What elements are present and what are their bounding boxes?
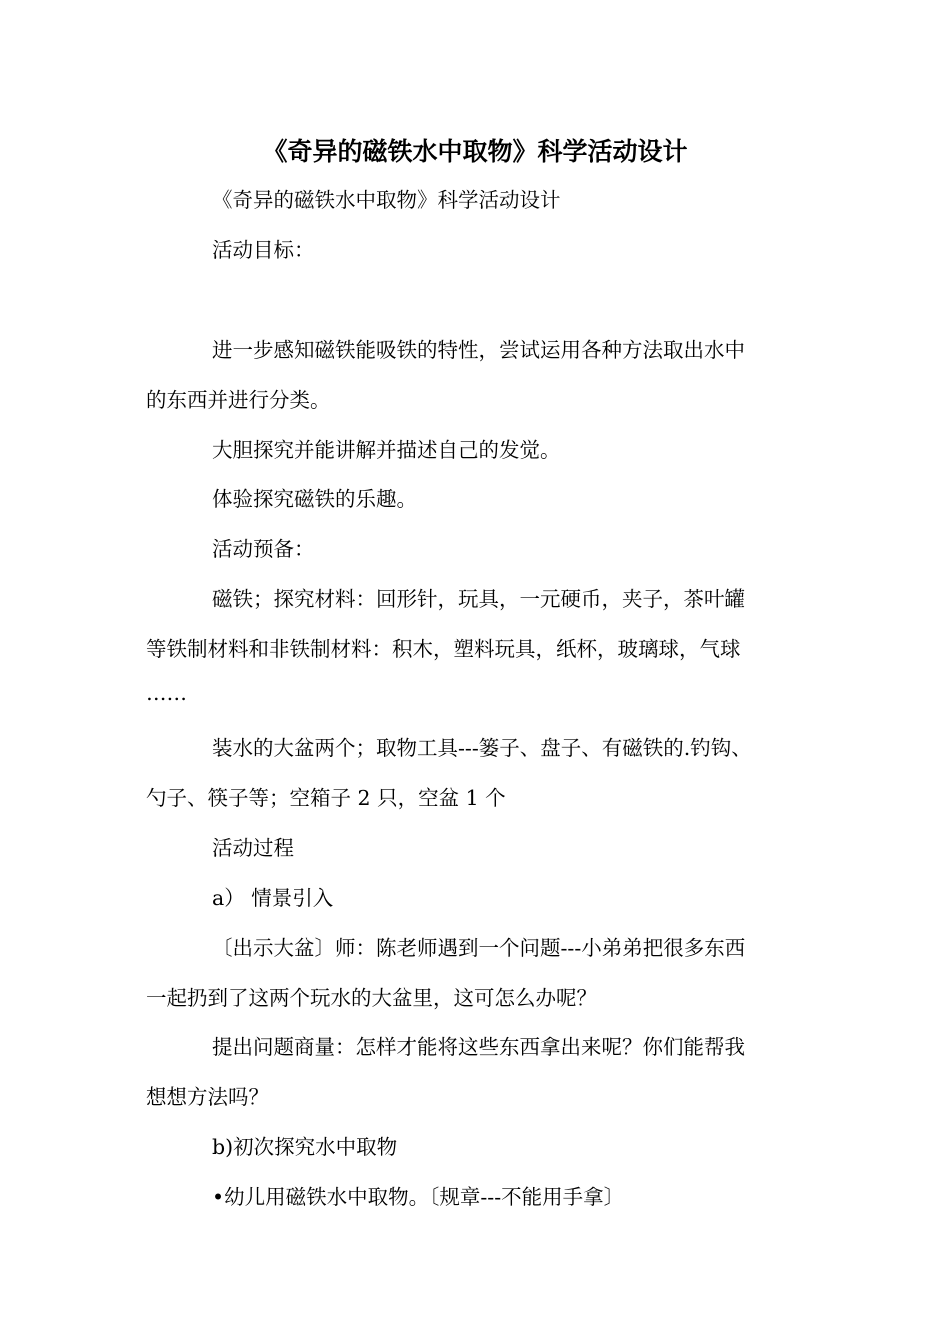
paragraph-line: 勺子、筷子等；空箱子 2 只，空盆 1 个 [146,786,506,810]
paragraph-line: 的东西并进行分类。 [146,388,331,412]
document-title: 《奇异的磁铁水中取物》科学活动设计 [262,137,688,166]
paragraph-line: 大胆探究并能讲解并描述自己的发觉。 [212,438,561,462]
paragraph-line: 提出问题商量：怎样才能将这些东西拿出来呢？你们能帮我 [212,1035,745,1059]
paragraph-line: 装水的大盆两个；取物工具---篓子、盘子、有磁铁的.钓钩、 [212,736,752,760]
paragraph-line: 体验探究磁铁的乐趣。 [212,487,417,511]
paragraph-line: 进一步感知磁铁能吸铁的特性，尝试运用各种方法取出水中 [212,338,745,362]
paragraph-line: …… [146,681,187,705]
paragraph-line: 想想方法吗？ [146,1085,269,1109]
subtitle-line: 《奇异的磁铁水中取物》科学活动设计 [212,188,561,212]
paragraph-line: 〔出示大盆〕师：陈老师遇到一个问题---小弟弟把很多东西 [212,936,746,960]
section-heading-process: 活动过程 [212,836,294,860]
section-heading-preparation: 活动预备： [212,537,315,561]
paragraph-line: 磁铁；探究材料：回形针，玩具，一元硬币，夹子，茶叶罐 [212,587,745,611]
paragraph-line: 等铁制材料和非铁制材料：积木，塑料玩具，纸杯，玻璃球，气球 [146,637,741,661]
paragraph-line: 一起扔到了这两个玩水的大盆里，这可怎么办呢？ [146,986,597,1010]
list-item: a） 情景引入 [212,886,334,910]
bullet-item: •幼儿用磁铁水中取物。〔规章---不能用手拿〕 [212,1185,625,1209]
list-item: b)初次探究水中取物 [212,1135,398,1159]
section-heading-goals: 活动目标： [212,238,315,262]
